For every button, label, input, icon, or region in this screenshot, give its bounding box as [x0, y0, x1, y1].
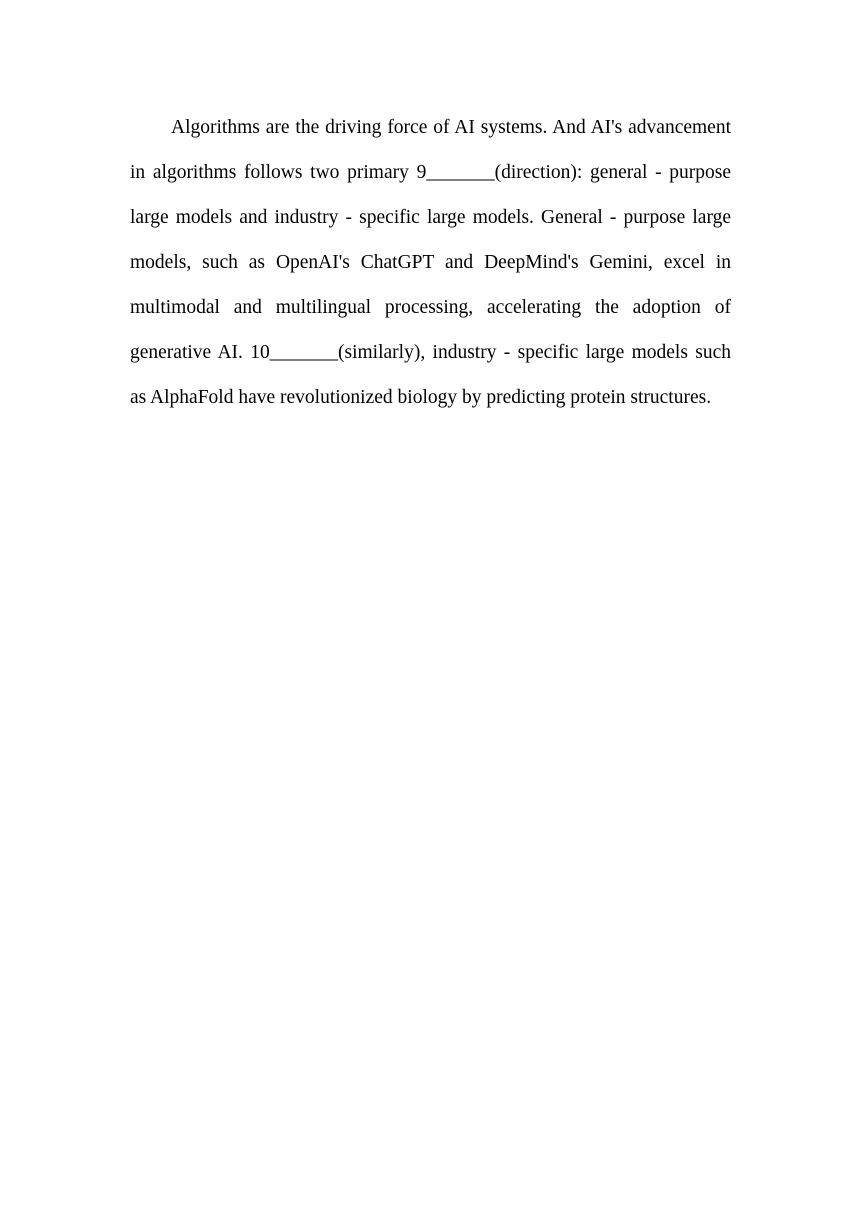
body-paragraph: Algorithms are the driving force of AI systems. And AI's advancement in algorithms follows two primary 9_______(direction): general - purpose large models and industry - specific large models. General - purpose large models, such as OpenAI's ChatGPT and DeepMind's Gemini, excel in multimodal and multilingual processing, accelerating the adoption of generative AI. 10_______(similarly), industry - specific large models such as AlphaFold have revolutionized biology by predicting protein structures.: [130, 117, 731, 408]
